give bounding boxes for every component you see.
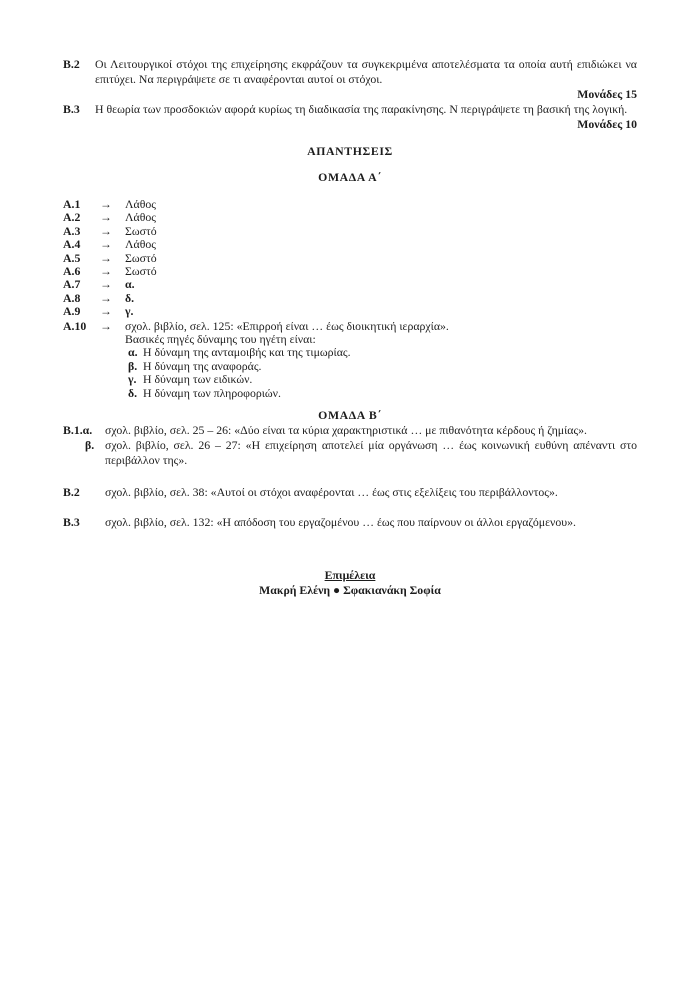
points-label: Μονάδες 15 <box>577 87 637 101</box>
answer-label: Α.6 <box>63 264 81 279</box>
arrow-right-icon: → <box>100 264 112 279</box>
options-intro: Βασικές πηγές δύναμης του ηγέτη είναι: <box>125 332 316 347</box>
answer-value: Σωστό <box>125 250 157 265</box>
answer-row-a9 <box>63 305 637 318</box>
option-text: Η δύναμη της αναφοράς. <box>143 358 262 373</box>
answer-row-b3 <box>63 515 637 530</box>
answer-row-a7 <box>63 278 637 291</box>
option-marker: γ. <box>128 372 137 387</box>
answer-row-a6 <box>63 265 637 278</box>
arrow-right-icon: → <box>100 318 112 333</box>
answer-value: Λάθος <box>125 210 156 225</box>
answer-value: α. <box>125 277 135 292</box>
answer-value: Σωστό <box>125 223 157 238</box>
answer-label: Α.2 <box>63 210 81 225</box>
book-reference: σχολ. βιβλίο, σελ. 26 – 27: «Η επιχείρηση αποτελεί μία οργάνωση … έως κοινωνική ευθύνη απέναντι στο περιβάλλον της». <box>105 438 637 468</box>
arrow-right-icon: → <box>100 237 112 252</box>
answer-value: Λάθος <box>125 237 156 252</box>
arrow-right-icon: → <box>100 223 112 238</box>
answer-label: Α.3 <box>63 223 81 238</box>
arrow-right-icon: → <box>100 277 112 292</box>
arrow-right-icon: → <box>100 250 112 265</box>
answer-value: Σωστό <box>125 264 157 279</box>
answer-label: Β.2 <box>63 485 80 500</box>
answer-row-a5 <box>63 252 637 265</box>
option-text: Η δύναμη των πληροφοριών. <box>143 385 281 400</box>
book-reference: σχολ. βιβλίο, σελ. 125: «Επιρροή είναι … έως διοικητική ιεραρχία». <box>125 318 449 333</box>
answer-label: Α.10 <box>63 318 87 333</box>
answer-row-b1b <box>63 438 637 468</box>
group-a-heading: ΟΜΑΔΑ Α΄ <box>318 170 382 184</box>
answer-label: Α.8 <box>63 290 81 305</box>
footer-credits <box>63 568 637 598</box>
option-row <box>125 373 637 386</box>
answer-value: γ. <box>125 304 134 319</box>
question-label: Β.2 <box>63 57 80 71</box>
option-marker: α. <box>128 345 138 360</box>
answer-label: Β.1.α. <box>63 423 93 438</box>
answer-value: Λάθος <box>125 197 156 211</box>
answer-label: Β.3 <box>63 515 80 530</box>
option-marker: β. <box>128 358 138 373</box>
answer-row-a1 <box>63 198 637 211</box>
book-reference: σχολ. βιβλίο, σελ. 25 – 26: «Δύο είναι τα κύρια χαρακτηριστικά … με πιθανότητα κέρδους ή ζημίας». <box>105 423 588 438</box>
group-a-answer-list <box>63 198 637 400</box>
group-b-answer-list <box>63 423 637 530</box>
answer-label: Α.1 <box>63 197 81 211</box>
option-row <box>125 346 637 359</box>
answer-label: Α.5 <box>63 250 81 265</box>
answer-label: Α.7 <box>63 277 81 292</box>
answer-label: Α.4 <box>63 237 81 252</box>
answer-label: β. <box>85 438 95 453</box>
arrow-right-icon: → <box>100 304 112 319</box>
book-reference: σχολ. βιβλίο, σελ. 38: «Αυτοί οι στόχοι αναφέρονται … έως στις εξελίξεις του περιβάλλοντος». <box>105 485 558 500</box>
group-b-heading: ΟΜΑΔΑ Β΄ <box>318 408 382 423</box>
points-label: Μονάδες 10 <box>577 117 637 131</box>
answers-heading: ΑΠΑΝΤΗΣΕΙΣ <box>307 144 393 158</box>
question-row-b3 <box>63 102 637 117</box>
question-row-b2 <box>63 57 637 87</box>
answer-row-a10 <box>63 320 637 400</box>
question-label: Β.3 <box>63 102 80 116</box>
footer-names: Μακρή Ελένη ● Σφακιανάκη Σοφία <box>259 583 441 598</box>
question-text: Οι Λειτουργικοί στόχοι της επιχείρησης εκφράζουν τα συγκεκριμένα αποτελέσματα τα οποία αυτή επιδιώκει να επιτύχει. Να περιγράψετε σε τι αναφέρονται αυτοί οι στόχοι. <box>95 57 637 86</box>
a10-content <box>125 320 637 400</box>
option-text: Η δύναμη της ανταμοιβής και της τιμωρίας. <box>143 345 351 360</box>
footer-heading: Επιμέλεια <box>324 568 376 583</box>
arrow-right-icon: → <box>100 197 112 211</box>
answer-row-b2 <box>63 485 637 500</box>
book-reference: σχολ. βιβλίο, σελ. 132: «Η απόδοση του εργαζομένου … έως που παίρνουν οι άλλοι εργαζόμενου». <box>105 515 576 530</box>
option-text: Η δύναμη των ειδικών. <box>143 372 253 387</box>
answer-row-a4 <box>63 238 637 251</box>
answer-row-b1a <box>63 423 637 438</box>
arrow-right-icon: → <box>100 210 112 225</box>
option-row <box>125 360 637 373</box>
answer-row-a8 <box>63 292 637 305</box>
answer-label: Α.9 <box>63 304 81 319</box>
answer-value: δ. <box>125 290 135 305</box>
option-marker: δ. <box>128 385 138 400</box>
arrow-right-icon: → <box>100 290 112 305</box>
answer-row-a2 <box>63 211 637 224</box>
answer-row-a3 <box>63 225 637 238</box>
question-text: Η θεωρία των προσδοκιών αφορά κυρίως τη διαδικασία της παρακίνησης. Ν περιγράψετε τη βασική της λογική. <box>95 102 628 116</box>
option-row <box>125 387 637 400</box>
